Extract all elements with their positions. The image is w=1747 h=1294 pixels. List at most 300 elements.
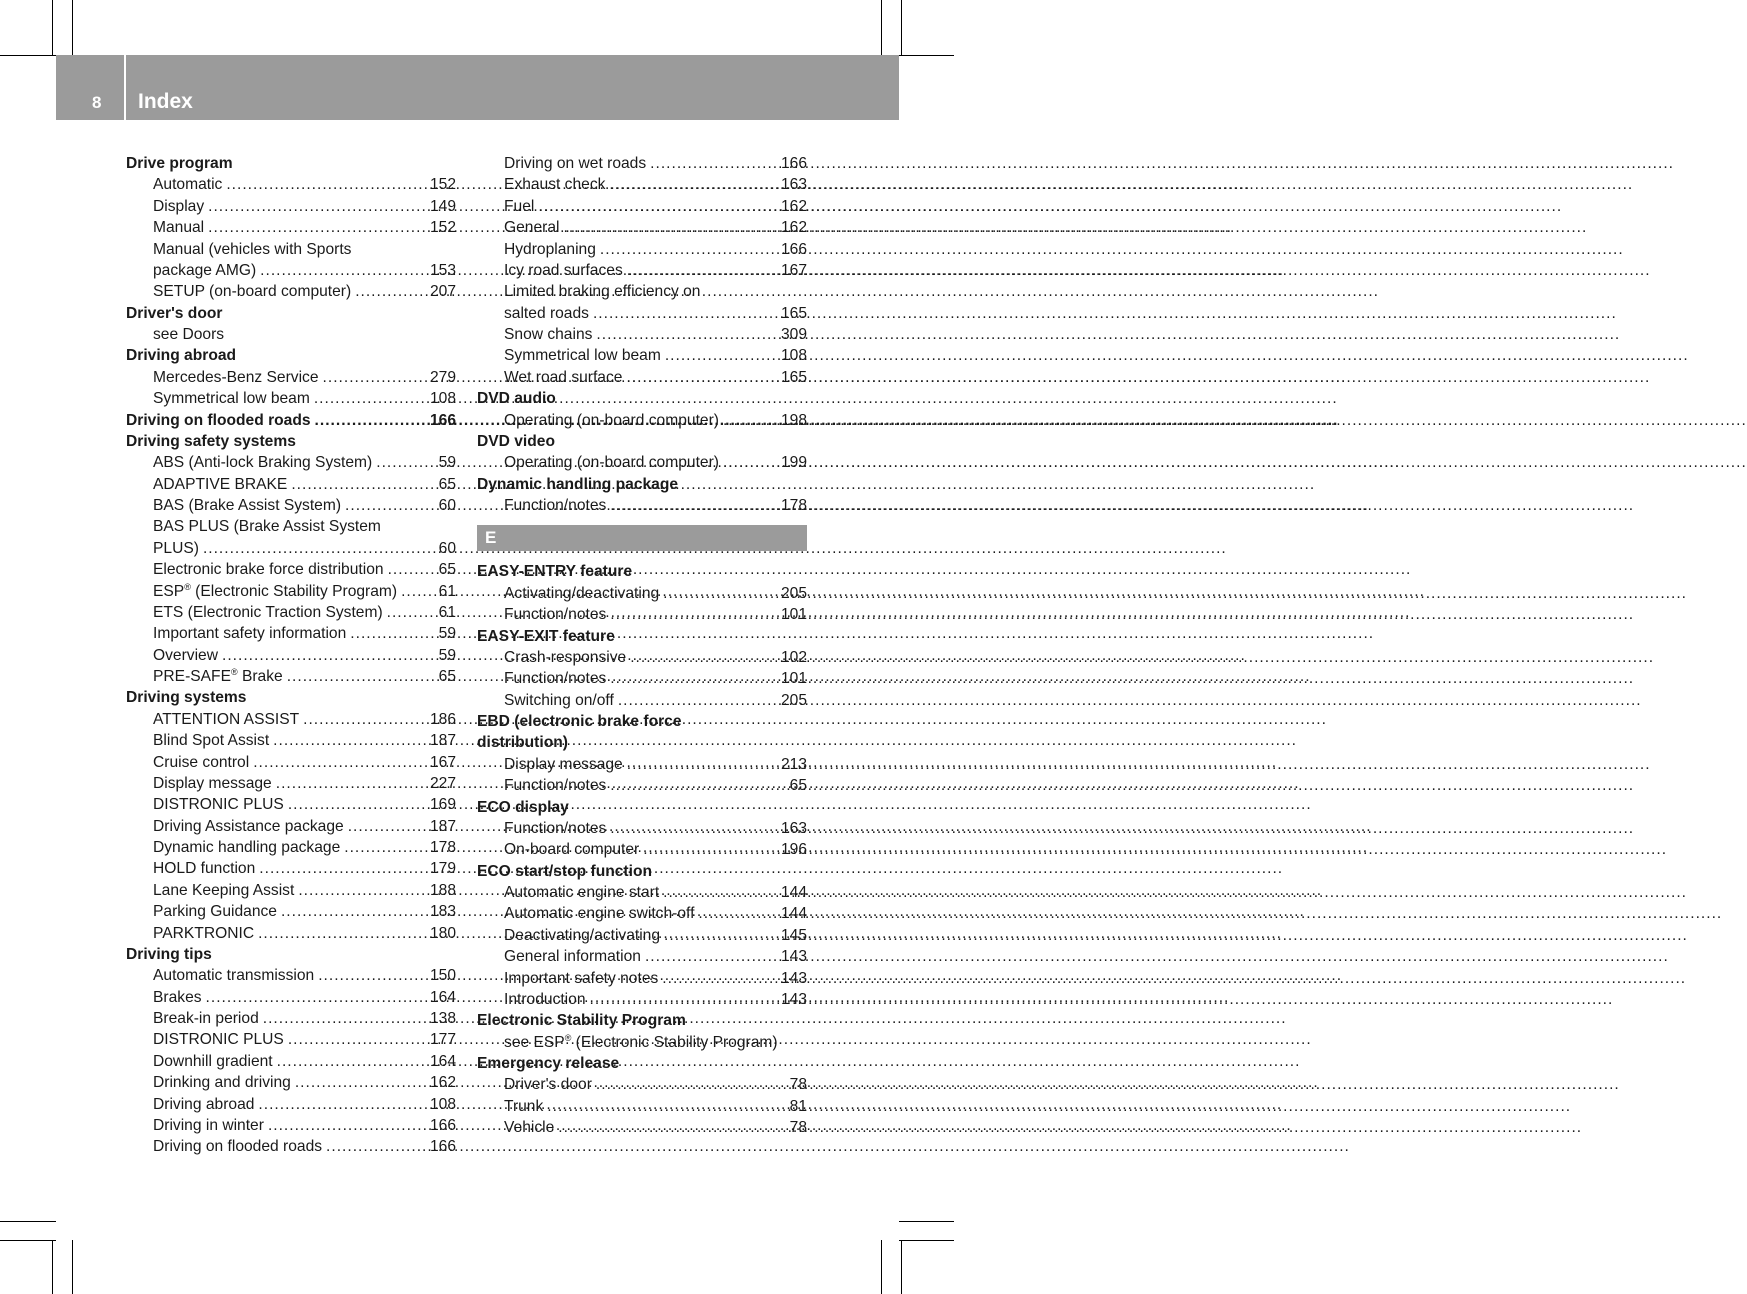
page-ref: 179 xyxy=(429,860,456,878)
entry-label xyxy=(504,882,659,903)
leader-dots xyxy=(723,410,773,431)
entry-label xyxy=(504,839,639,860)
leader-dots xyxy=(626,367,773,388)
page-ref: 108 xyxy=(429,1095,456,1113)
entry-label xyxy=(504,989,586,1010)
entry-label-text: salted roads xyxy=(504,304,589,322)
entry-label xyxy=(153,666,283,687)
page-ref: 60 xyxy=(438,539,456,557)
entry-label-text: Icy road surfaces xyxy=(504,261,623,279)
page-ref: 166 xyxy=(429,1138,456,1156)
page-ref: 108 xyxy=(429,390,456,408)
index-entry xyxy=(477,196,807,217)
registered-mark: ® xyxy=(184,581,191,592)
page-ref: 188 xyxy=(429,881,456,899)
index-entry xyxy=(126,324,456,345)
entry-label xyxy=(153,538,199,559)
leader-dots xyxy=(665,345,773,366)
index-heading: DVD video xyxy=(477,432,555,450)
leader-dots xyxy=(388,559,422,580)
entry-label-text: Driving on wet roads xyxy=(504,155,647,172)
entry-label-text: Operating (on-board computer) xyxy=(504,411,719,429)
entry-label xyxy=(153,816,344,837)
leader-dots xyxy=(355,281,422,302)
entry-label-text: Brake xyxy=(237,668,283,685)
crop-mark xyxy=(52,0,53,55)
index-heading: ECO display xyxy=(477,798,569,816)
entry-label xyxy=(153,794,284,815)
entry-label xyxy=(153,239,351,260)
page-ref: 61 xyxy=(438,582,456,600)
entry-label-text: Symmetrical low beam xyxy=(153,390,310,408)
page-ref: 144 xyxy=(780,905,807,923)
page-ref: 163 xyxy=(780,819,807,837)
entry-label-text: Brakes xyxy=(153,988,202,1006)
entry-label xyxy=(153,923,254,944)
index-entry xyxy=(477,818,807,839)
entry-label-text: Dynamic handling package xyxy=(153,839,341,856)
entry-label-text: PLUS) xyxy=(153,539,199,557)
entry-label xyxy=(153,752,249,773)
index-entry xyxy=(126,837,456,858)
entry-label-text: Driving in winter xyxy=(153,1116,264,1134)
leader-dots xyxy=(208,196,422,217)
page-ref: 213 xyxy=(780,755,807,773)
heading-label: Driving on flooded roads xyxy=(126,411,311,429)
entry-label xyxy=(504,690,614,711)
index-entry xyxy=(126,217,456,238)
entry-label xyxy=(504,367,622,388)
page-header xyxy=(56,55,899,120)
crop-mark xyxy=(72,1240,73,1294)
page-ref: 138 xyxy=(429,1010,456,1027)
page-ref: 164 xyxy=(429,988,456,1006)
entry-label-text: PRE-SAFE xyxy=(153,668,231,685)
entry-label xyxy=(504,1074,592,1095)
leader-dots xyxy=(387,602,422,623)
leader-dots xyxy=(600,239,773,260)
index-entry xyxy=(477,775,807,796)
entry-label-text: Wet road surface xyxy=(504,368,623,386)
leader-dots xyxy=(291,474,422,495)
leader-dots xyxy=(376,452,422,473)
index-entry xyxy=(126,1008,456,1029)
entry-label xyxy=(504,324,592,345)
entry-label-text: BAS PLUS (Brake Assist System xyxy=(153,518,381,536)
index-entry xyxy=(126,495,456,516)
leader-dots xyxy=(627,260,773,281)
page-ref: 166 xyxy=(429,1116,456,1134)
index-entry xyxy=(126,1051,456,1072)
page-ref: 59 xyxy=(438,454,456,472)
entry-label-text: PARKTRONIC xyxy=(153,924,255,942)
index-entry xyxy=(477,1032,807,1053)
entry-label xyxy=(504,668,606,689)
leader-dots xyxy=(663,583,773,604)
index-entry xyxy=(477,604,807,625)
index-entry xyxy=(126,1094,456,1115)
index-entry xyxy=(126,260,456,281)
entry-label xyxy=(153,260,256,281)
page-ref: 166 xyxy=(429,411,456,429)
index-entry xyxy=(126,794,456,815)
index-heading: Driving systems xyxy=(126,689,247,707)
page-ref: 61 xyxy=(438,603,456,621)
index-entry xyxy=(477,668,807,689)
page-ref: 65 xyxy=(438,561,456,579)
index-heading: Driver's door xyxy=(126,304,223,322)
entry-label-text: Fuel xyxy=(504,197,535,215)
index-entry xyxy=(477,452,807,473)
crop-mark xyxy=(901,0,902,55)
leader-dots xyxy=(259,858,422,879)
entry-label xyxy=(153,901,277,922)
index-column-right xyxy=(477,153,807,1139)
crop-mark xyxy=(881,0,882,55)
leader-dots xyxy=(698,903,773,924)
entry-label-text: Introduction xyxy=(504,990,586,1008)
page-ref: 143 xyxy=(780,969,807,987)
index-heading: DVD audio xyxy=(477,390,556,408)
page-ref: 227 xyxy=(429,774,456,792)
index-entry xyxy=(126,645,456,666)
index-heading: Electronic Stability Program xyxy=(477,1012,686,1030)
leader-dots xyxy=(298,880,422,901)
entry-label xyxy=(153,495,341,516)
entry-label-text: Automatic transmission xyxy=(153,967,315,985)
crop-mark xyxy=(899,55,954,56)
entry-label xyxy=(153,474,287,495)
index-entry xyxy=(477,217,807,238)
page-ref: 59 xyxy=(438,625,456,643)
page-ref: 65 xyxy=(789,777,807,795)
page-ref: 101 xyxy=(780,606,807,624)
entry-label-text: Function/notes xyxy=(504,777,607,795)
entry-label-text: DISTRONIC PLUS xyxy=(153,1031,284,1049)
index-entry xyxy=(126,1115,456,1136)
entry-label xyxy=(153,1008,259,1029)
leader-dots xyxy=(273,730,422,751)
entry-label-text: Important safety information xyxy=(153,625,347,643)
page-ref: 102 xyxy=(780,648,807,666)
page-ref: 65 xyxy=(438,475,456,493)
entry-label-text: Display message xyxy=(504,755,623,773)
index-entry xyxy=(477,946,807,967)
page-ref: 162 xyxy=(429,1074,456,1092)
page-ref: 163 xyxy=(780,176,807,194)
index-entry xyxy=(477,583,807,604)
page-ref: 150 xyxy=(429,967,456,985)
leader-dots xyxy=(287,666,422,687)
entry-label xyxy=(153,645,218,666)
page-ref: 78 xyxy=(789,1076,807,1094)
index-heading: Driving abroad xyxy=(126,347,237,365)
index-entry xyxy=(477,495,807,516)
entry-label xyxy=(504,410,719,431)
leader-dots xyxy=(344,837,422,858)
index-heading: EASY-ENTRY feature xyxy=(477,563,633,581)
leader-dots xyxy=(258,1094,422,1115)
leader-dots xyxy=(348,816,422,837)
page-ref: 178 xyxy=(429,839,456,856)
index-entry xyxy=(126,965,456,986)
entry-label xyxy=(504,303,589,324)
entry-label xyxy=(153,1115,264,1136)
entry-label xyxy=(153,217,204,238)
index-entry xyxy=(477,903,807,924)
entry-label-text: HOLD function xyxy=(153,860,256,878)
entry-label xyxy=(504,239,596,260)
index-entry xyxy=(477,925,807,946)
index-entry xyxy=(477,260,807,281)
entry-label-text: ETS (Electronic Traction System) xyxy=(153,603,383,621)
entry-label-text: SETUP (on-board computer) xyxy=(153,283,352,301)
page-ref: 205 xyxy=(780,584,807,602)
page-ref: 108 xyxy=(780,347,807,365)
index-entry xyxy=(126,196,456,217)
index-entry xyxy=(126,367,456,388)
entry-label-text: Driving on flooded roads xyxy=(153,1138,323,1156)
leader-dots xyxy=(276,773,422,794)
index-heading: Drive program xyxy=(126,155,233,172)
page-ref: 164 xyxy=(429,1052,456,1070)
header-divider xyxy=(124,55,126,120)
entry-label xyxy=(504,903,694,924)
index-entry xyxy=(477,281,807,302)
entry-label xyxy=(504,818,606,839)
entry-label xyxy=(153,858,255,879)
entry-label-text: package AMG) xyxy=(153,261,257,279)
entry-label xyxy=(153,1051,273,1072)
index-entry xyxy=(477,647,807,668)
index-entry xyxy=(126,174,456,195)
entry-label xyxy=(153,880,294,901)
leader-dots xyxy=(253,752,422,773)
page-ref: 279 xyxy=(429,368,456,386)
index-entry xyxy=(126,281,456,302)
index-entry xyxy=(126,388,456,409)
index-entry xyxy=(126,581,456,602)
entry-label-text: Hydroplaning xyxy=(504,240,596,258)
entry-label-text: Display xyxy=(153,197,205,215)
crop-mark xyxy=(0,1221,56,1222)
page-ref: 178 xyxy=(780,497,807,514)
leader-dots xyxy=(295,1072,422,1093)
page-ref: 143 xyxy=(780,990,807,1008)
leader-dots xyxy=(590,989,774,1010)
registered-mark: ® xyxy=(564,1032,572,1043)
entry-label xyxy=(504,281,700,302)
index-heading: distribution) xyxy=(477,734,568,752)
entry-label xyxy=(504,153,646,174)
crop-mark xyxy=(881,1240,882,1294)
leader-dots xyxy=(609,174,773,195)
leader-dots xyxy=(208,217,422,238)
entry-label-text: Activating/deactivating xyxy=(504,584,660,602)
entry-label xyxy=(504,754,623,775)
index-entry xyxy=(477,367,807,388)
page-ref: 180 xyxy=(429,924,456,942)
entry-label xyxy=(504,775,606,796)
leader-dots xyxy=(222,645,422,666)
entry-label-text: Automatic xyxy=(153,176,223,194)
leader-dots xyxy=(314,388,422,409)
entry-label xyxy=(504,217,559,238)
index-entry xyxy=(126,880,456,901)
entry-label xyxy=(153,559,384,580)
entry-label xyxy=(153,281,351,302)
index-entry xyxy=(126,1072,456,1093)
leader-dots xyxy=(401,581,422,602)
index-entry xyxy=(477,968,807,989)
entry-label-text: Crash-responsive xyxy=(504,648,627,666)
page-ref: 165 xyxy=(780,368,807,386)
page-ref: 177 xyxy=(429,1031,456,1049)
leader-dots xyxy=(645,946,773,967)
page-title: Index xyxy=(138,90,193,113)
entry-label xyxy=(504,174,605,195)
entry-label xyxy=(153,1094,254,1115)
entry-label xyxy=(153,174,222,195)
leader-dots xyxy=(345,495,422,516)
entry-label-text: Manual xyxy=(153,219,205,237)
entry-label-text: Important safety notes xyxy=(504,969,659,987)
entry-label xyxy=(153,602,383,623)
entry-label-text: ESP xyxy=(153,582,185,600)
leader-dots xyxy=(610,604,773,625)
entry-label xyxy=(153,837,340,858)
leader-dots xyxy=(610,818,773,839)
leader-dots xyxy=(288,794,422,815)
entry-label-text: Electronic brake force distribution xyxy=(153,561,384,579)
entry-label-text: Blind Spot Assist xyxy=(153,732,270,750)
entry-label-text: Mercedes-Benz Service xyxy=(153,368,319,386)
page-ref: 65 xyxy=(438,668,456,685)
page-ref: 199 xyxy=(780,454,807,472)
index-entry xyxy=(126,623,456,644)
page-ref: 198 xyxy=(780,411,807,429)
entry-label xyxy=(153,623,346,644)
entry-label-text: General xyxy=(504,219,560,237)
leader-dots xyxy=(281,901,422,922)
entry-label-text: Cruise control xyxy=(153,753,250,771)
index-entry xyxy=(477,239,807,260)
leader-dots xyxy=(203,538,422,559)
index-heading: Driving safety systems xyxy=(126,432,296,450)
leader-dots xyxy=(303,709,422,730)
entry-label-text: Function/notes xyxy=(504,670,607,688)
leader-dots xyxy=(315,410,422,431)
entry-label-text: DISTRONIC PLUS xyxy=(153,796,284,814)
index-entry xyxy=(126,559,456,580)
entry-label xyxy=(504,1096,543,1117)
crop-mark xyxy=(899,1221,954,1222)
entry-label-text: see Doors xyxy=(153,326,225,343)
entry-label-text: Lane Keeping Assist xyxy=(153,881,295,899)
entry-label-text: Function/notes xyxy=(504,819,607,837)
page-ref: 169 xyxy=(429,796,456,814)
entry-label-text: (Electronic Stability Program) xyxy=(190,582,398,600)
index-entry xyxy=(126,1136,456,1157)
entry-label-text: Downhill gradient xyxy=(153,1052,273,1070)
index-entry xyxy=(126,239,456,260)
entry-label-text: Driver's door xyxy=(504,1076,592,1094)
index-entry xyxy=(126,730,456,751)
index-entry xyxy=(477,303,807,324)
index-entry xyxy=(477,324,807,345)
index-heading: Emergency release xyxy=(477,1055,620,1072)
page-ref: 183 xyxy=(429,903,456,921)
leader-dots xyxy=(258,923,422,944)
entry-label-text: Operating (on-board computer) xyxy=(504,454,719,472)
entry-label-text: Overview xyxy=(153,646,218,664)
leader-dots xyxy=(643,839,773,860)
leader-dots xyxy=(630,647,773,668)
entry-label xyxy=(504,196,534,217)
entry-label-text: General information xyxy=(504,948,641,966)
leader-dots xyxy=(610,775,773,796)
entry-label-text: Display message xyxy=(153,774,272,792)
entry-label-text: Automatic engine start xyxy=(504,884,660,901)
entry-label-text: (Electronic Stability Program) xyxy=(571,1033,778,1051)
entry-label-text: Function/notes xyxy=(504,497,607,514)
leader-dots xyxy=(596,1074,773,1095)
index-entry xyxy=(126,858,456,879)
page-ref: 205 xyxy=(780,691,807,709)
page-ref: 166 xyxy=(780,155,807,172)
page-number: 8 xyxy=(92,93,102,112)
index-entry xyxy=(477,153,807,174)
page-ref: 167 xyxy=(780,261,807,279)
entry-label xyxy=(153,367,319,388)
leader-dots xyxy=(226,174,422,195)
page-ref: 143 xyxy=(780,948,807,966)
index-entry xyxy=(126,773,456,794)
leader-dots xyxy=(318,965,422,986)
page-ref: 152 xyxy=(429,219,456,237)
entry-label xyxy=(504,604,606,625)
index-entry xyxy=(477,989,807,1010)
entry-label xyxy=(153,452,372,473)
index-entry xyxy=(126,752,456,773)
index-entry xyxy=(126,474,456,495)
index-entry xyxy=(477,1096,807,1117)
entry-label-text: see ESP xyxy=(504,1033,565,1051)
entry-label xyxy=(153,1136,322,1157)
index-entry xyxy=(477,690,807,711)
index-entry xyxy=(126,516,456,537)
page-ref: 153 xyxy=(429,261,456,279)
index-heading: Dynamic handling package xyxy=(477,475,679,493)
leader-dots xyxy=(650,153,773,174)
leader-dots xyxy=(662,968,773,989)
leader-dots xyxy=(323,367,422,388)
index-entry xyxy=(126,538,456,559)
page-ref: 149 xyxy=(429,197,456,215)
entry-label-text: Manual (vehicles with Sports xyxy=(153,240,352,258)
page-ref: 162 xyxy=(780,219,807,237)
page-ref: 101 xyxy=(780,670,807,688)
entry-label xyxy=(153,987,202,1008)
index-entry xyxy=(477,754,807,775)
index-entry xyxy=(126,602,456,623)
leader-dots xyxy=(663,882,773,903)
leader-dots xyxy=(618,690,773,711)
entry-label-text: Switching on/off xyxy=(504,691,614,709)
entry-label-text: Symmetrical low beam xyxy=(504,347,661,365)
index-entry xyxy=(126,923,456,944)
leader-dots xyxy=(596,324,773,345)
